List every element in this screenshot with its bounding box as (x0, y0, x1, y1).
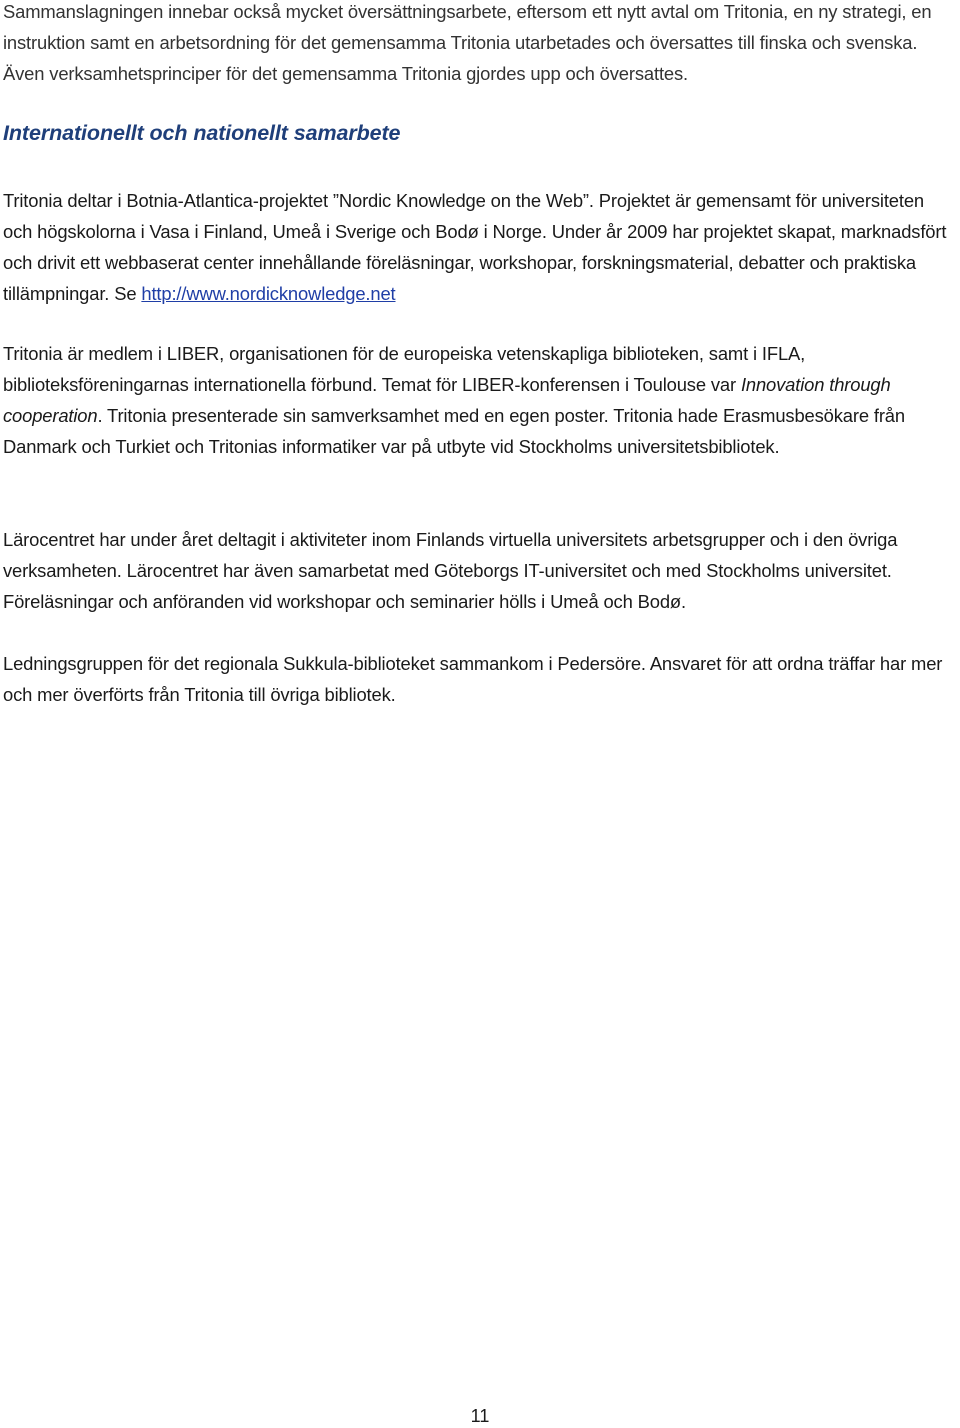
page-number: 11 (470, 1406, 490, 1426)
paragraph1-text: Tritonia deltar i Botnia-Atlantica-projektet ”Nordic Knowledge on the Web”. Projektet är gemensamt för universiteten och högskolorna i Vasa i Finland, Umeå i Sverige och Bodø i Norge. Under år 2009 har projektet skapat, marknadsfört och drivit ett webbaserat center innehållande föreläsningar, workshopar, forskningsmaterial, debatter och praktiska tillämpningar. Se (3, 190, 947, 304)
paragraph3-text: Lärocentret har under året deltagit i aktiviteter inom Finlands virtuella universitets arbetsgrupper och i den övriga verksamheten. Lärocentret har även samarbetat med Göteborgs IT-universitet och med Stockholms universitet. Föreläsningar och anföranden vid workshopar och seminarier hölls i Umeå och Bodø. (3, 529, 898, 612)
paragraph-larocentret (3, 524, 958, 617)
paragraph2-italic-theme: Innovation through cooperation (3, 374, 891, 426)
paragraph-nordic-knowledge (3, 185, 958, 309)
paragraph4-text: Ledningsgruppen för det regionala Sukkula-biblioteket sammankom i Pedersöre. Ansvaret för att ordna träffar har mer och mer överförts från Tritonia till övriga bibliotek. (3, 653, 943, 705)
section-heading: Internationellt och nationellt samarbete (3, 121, 401, 145)
intro-paragraph (3, 0, 958, 89)
intro-text: Sammanslagningen innebar också mycket översättningsarbete, eftersom ett nytt avtal om Tritonia, en ny strategi, en instruktion samt en arbetsordning för det gemensamma Tritonia utarbetades och översattes till finska och svenska. Även verksamhetsprinciper för det gemensamma Tritonia gjordes upp och översattes. (3, 1, 932, 84)
paragraph-sukkula (3, 648, 958, 710)
paragraph-liber (3, 338, 958, 462)
paragraph2-text-after: . Tritonia presenterade sin samverksamhet med en egen poster. Tritonia hade Erasmusbesökare från Danmark och Turkiet och Tritonias informatiker var på utbyte vid Stockholms universitetsbibliotek. (3, 405, 905, 457)
nordicknowledge-link[interactable]: http://www.nordicknowledge.net (141, 283, 396, 304)
paragraph2-text-before: Tritonia är medlem i LIBER, organisationen för de europeiska vetenskapliga biblioteken, samt i IFLA, biblioteksföreningarnas internationella förbund. Temat för LIBER-konferensen i Toulouse var (3, 343, 806, 395)
